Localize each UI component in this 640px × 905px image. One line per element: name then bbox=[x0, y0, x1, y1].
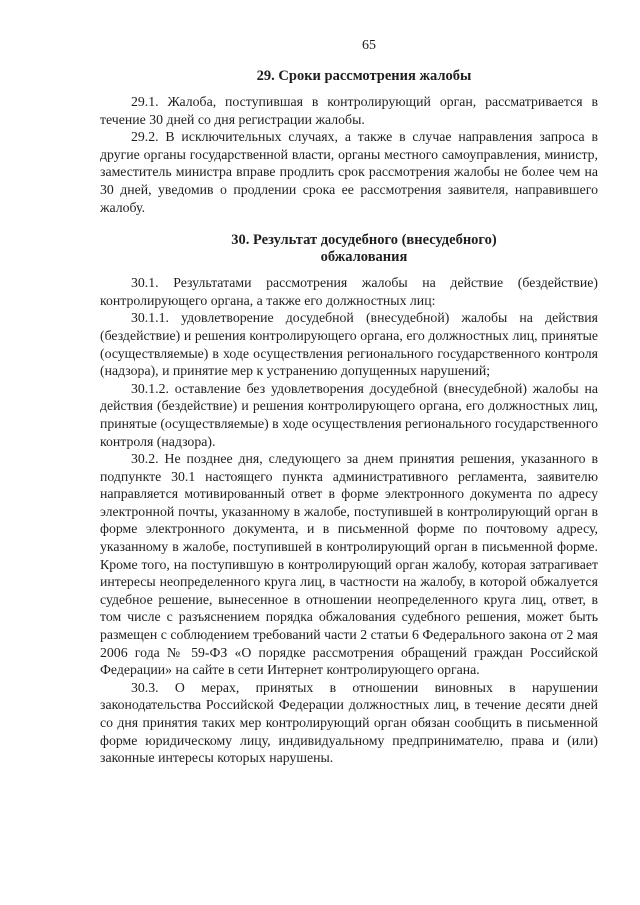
paragraph-29-1: 29.1. Жалоба, поступившая в контролирующий орган, рассматривается в течение 30 дней со дня регистрации жалобы. bbox=[100, 94, 598, 127]
paragraph-30-1-1: 30.1.1. удовлетворение досудебной (внесудебной) жалобы на действия (бездействие) и решения контролирующего органа, его должностных лиц, принятые (осуществляемые) в ходе осуществления регионального государственного контроля (надзора), и принятие мер к устранению допущенных нарушений; bbox=[100, 310, 598, 379]
paragraph-30-1-2: 30.1.2. оставление без удовлетворения досудебной (внесудебной) жалобы на действия (бездействие) и решения контролирующего органа, его должностных лиц, принятые (осуществляемые) в ходе осуществления регионального государственного контроля (надзора). bbox=[100, 380, 598, 449]
paragraph-30-3: 30.3. О мерах, принятых в отношении виновных в нарушении законодательства Российской Федерации должностных лиц, в течение десяти дней со дня принятия таких мер контролирующий орган обязан сообщить в письменной форме юридическому лицу, индивидуальному предпринимателю, права и (или) законные интересы которых нарушены. bbox=[100, 679, 598, 766]
section-30-title bbox=[130, 232, 598, 266]
section-30-title-line-1: 30. Результат досудебного (внесудебного) bbox=[231, 232, 497, 249]
paragraph-30-2: 30.2. Не позднее дня, следующего за днем принятия решения, указанного в подпункте 30.1 настоящего пункта административного регламента, заявителю направляется мотивированный ответ в форме электронного документа по адресу электронной почты, указанному в жалобе, поступившей в контролирующий орган в форме электронного документа, и в письменной форме по почтовому адресу, указанному в жалобе, поступившей в контролирующий орган в письменной форме. Кроме того, на поступившую в контролирующий орган жалобу, которая затрагивает интересы неопределенного круга лиц, в частности на жалобу, в которой обжалуется судебное решение, вынесенное в отношении неопределенного круга лиц, ответ, в том числе с разъяснением порядка обжалования судебного решения, может быть размещен с соблюдением требований части 2 статьи 6 Федерального закона от 2 мая 2006 года № 59-ФЗ «О порядке рассмотрения обращений граждан Российской Федерации» на сайте в сети Интернет контролирующего органа. bbox=[100, 451, 598, 678]
paragraph-29-2: 29.2. В исключительных случаях, а также в случае направления запроса в другие органы государственной власти, органы местного самоуправления, министр, заместитель министра вправе продлить срок рассмотрения жалобы не более чем на 30 дней, уведомив о продлении срока ее рассмотрения заявителя, направившего жалобу. bbox=[100, 129, 598, 215]
section-29-title: 29. Сроки рассмотрения жалобы bbox=[256, 68, 472, 84]
page-number: 65 bbox=[362, 38, 376, 53]
paragraph-30-1: 30.1. Результатами рассмотрения жалобы на действие (бездействие) контролирующего органа, а также его должностных лиц: bbox=[100, 275, 598, 308]
section-30-title-line-2: обжалования bbox=[320, 249, 408, 266]
